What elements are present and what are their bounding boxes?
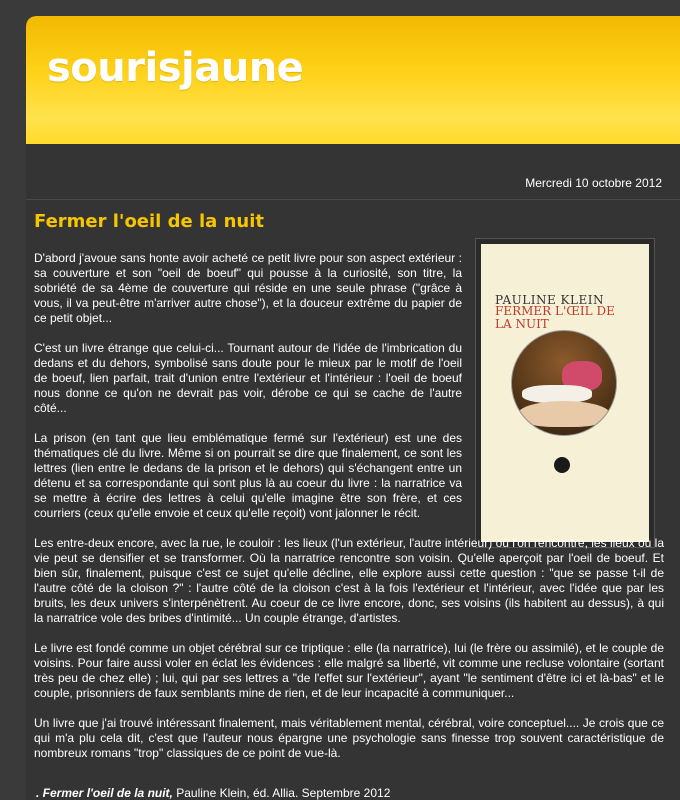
book-reference-title: . Fermer l'oeil de la nuit, (36, 786, 173, 800)
cover-title: FERMER L'ŒIL DE LA NUIT (495, 304, 615, 331)
post-date: Mercredi 10 octobre 2012 (525, 176, 662, 190)
book-reference-details: Pauline Klein, éd. Allia. Septembre 2012 (172, 786, 391, 800)
post-title[interactable]: Fermer l'oeil de la nuit (34, 211, 264, 232)
post-paragraph: La prison (en tant que lieu emblématique fermé sur l'extérieur) est une des thématiques clé du livre. Même si on pourrait se dire que finalement, ce sont les lettres (lien entre le dedans de la prison et le dehors) qui s'échangent entre un détenu et sa correspondante qui sont plus là au coeur du livre : la narratrice va se mettre à écrire des lettres à celui qu'elle imagine être son frère, et ces courriers (ceux qu'elle envoie et ceux qu'elle reçoit) vont jalonner le récit. (34, 431, 462, 520)
blog-header (26, 16, 680, 144)
page (26, 16, 680, 800)
book-reference (36, 786, 390, 800)
post-paragraph: C'est un livre étrange que celui-ci... Tournant autour de l'idée de l'imbrication du dedans et du dehors, symbolisé sans doute pour le mieux par le motif de l'oeil de boeuf, lien parfait, trait d'union entre l'extérieur et l'intérieur : l'oeil de boeuf nous donne ce qu'on ne devrait pas voir, dérobe ce qui se cache de l'autre côté... (34, 341, 462, 415)
post-paragraph: D'abord j'avoue sans honte avoir acheté ce petit livre pour son aspect extérieur : sa couverture et son "oeil de boeuf" qui pousse à la curiosité, son titre, la sobriété de sa 4ème de couverture qui réside en une seule phrase ("grâce à vous, il va peut-être m'arriver autre chose"), et la douceur extrême du papier de ce petit objet... (34, 251, 462, 325)
post-body (34, 251, 664, 776)
cover-author: PAULINE KLEIN (495, 293, 604, 307)
post-paragraph: Le livre est fondé comme un objet cérébral sur ce triptique : elle (la narratrice), lui (le frère ou assimilé), et le couple de voisins. Pour faire aussi voler en éclat les évidences : elle malgré sa liberté, vit comme une recluse volontaire (sortant très peu de chez elle) ; lui, qui par ses lettres a "de l'effet sur l'extérieur", ayant "le sentiment d'être ici et là-bas" et le couple, prisonniers de faux semblants mine de rien, et de leur incapacité à communiquer... (34, 641, 664, 700)
divider (26, 199, 680, 200)
post-paragraph: Les entre-deux encore, avec la rue, le couloir : les lieux (l'un extérieur, l'autre intérieur) où l'on rencontre, les lieux où la vie peut se densifier et se transformer. Où la narratrice rencontre son voisin. Qu'elle aperçoit par l'oeil de boeuf. Et bien sûr, finalement, puisque c'est ce sujet qu'elle décline, elle explore aussi cette question : "que se passe t-il de l'autre côté de la cloison ?" : l'autre côté de la cloison c'est à la fois l'extérieur et l'intérieur, avec l'idée que par les bruits, les deux univers s'interpénètrent. Au coeur de ce livre encore, donc, ses voisins (ils habitent au dessus), à qui la narratrice vole des bribes d'intimité... Un couple étrange, d'artistes. (34, 536, 664, 625)
blog-title[interactable]: sourisjaune (47, 45, 304, 91)
post-paragraph: Un livre que j'ai trouvé intéressant finalement, mais véritablement mental, cérébral, voire conceptuel.... Je crois que ce qui m'a plu cela dit, c'est que l'auteur nous épargne une psychologie sans finesse trop souvent caractéristique de nombreux romans "trop" classiques de ce point de vue-là. (34, 716, 664, 760)
